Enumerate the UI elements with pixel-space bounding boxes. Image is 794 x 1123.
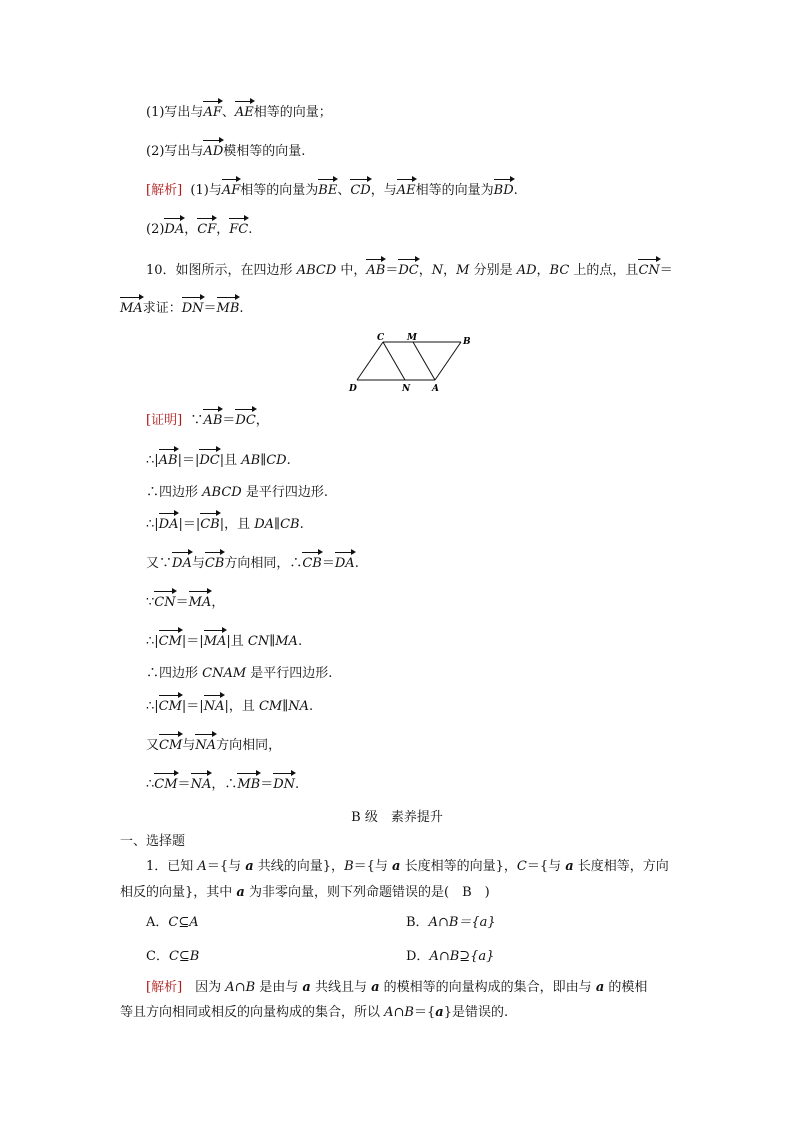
section-title: B 级 素养提升	[351, 810, 443, 825]
edge-ab	[435, 342, 461, 380]
proof-line-9: ∴|CM|＝|NA|，且 CM∥NA.	[146, 699, 314, 714]
answer: B	[462, 885, 472, 900]
label-d: D	[349, 384, 357, 394]
q9-part2: (2)写出与AD模相等的向量.	[146, 144, 306, 159]
proof-line-4: ∴|DA|＝|CB|，且 DA∥CB.	[146, 517, 304, 532]
label-a: A	[432, 384, 439, 394]
edge-dc	[357, 342, 383, 380]
parallelogram-figure	[345, 330, 475, 396]
q1-statement-2: 相反的向量}，其中 a 为非零向量，则下列命题错误的是( B )	[120, 885, 490, 900]
q9-solution-2: (2)DA，CF，FC.	[146, 222, 253, 237]
edge-cn	[383, 342, 405, 380]
proof-line-1: [证明] ∵AB＝DC，	[146, 413, 269, 428]
proof-line-6: ∵CN＝MA，	[146, 595, 225, 610]
solution-label: [解析]	[146, 980, 183, 995]
q1-solution-1: [解析] 因为 A∩B 是由与 a 共线且与 a 的模相等的向量构成的集合，即由与 a 的模相	[146, 980, 648, 995]
label-b: B	[463, 337, 471, 347]
proof-line-3: ∴四边形 ABCD 是平行四边形.	[146, 485, 328, 500]
q1-solution-2: 等且方向相同或相反的向量构成的集合，所以 A∩B＝{a}是错误的.	[120, 1005, 509, 1020]
q9-part1: (1)写出与AF、AE相等的向量；	[146, 105, 332, 120]
proof-line-8: ∴四边形 CNAM 是平行四边形.	[146, 666, 333, 681]
q1-option-b[interactable]: B．A∩B＝{a}	[406, 915, 496, 930]
label-n: N	[402, 384, 411, 394]
proof-line-5: 又∵DA与CB方向相同，∴CB＝DA.	[146, 556, 359, 571]
q1-option-d[interactable]: D．A∩B⊇{a}	[406, 949, 495, 964]
proof-line-11: ∴CM＝NA，∴MB＝DN.	[146, 777, 300, 792]
proof-line-10: 又CM与NA方向相同，	[146, 738, 282, 753]
q1-option-a[interactable]: A．C⊆A	[146, 915, 199, 930]
q1-option-c[interactable]: C．C⊆B	[146, 949, 200, 964]
q9-solution-1: [解析] (1)与AF相等的向量为BE、CD，与AE相等的向量为BD.	[146, 183, 518, 198]
edge-ma	[413, 342, 435, 380]
q10-statement-2: MA求证：DN＝MB.	[120, 301, 244, 316]
q1-statement-1: 1．已知 A＝{与 a 共线的向量}，B＝{与 a 长度相等的向量}，C＝{与 a 长度相等，方向	[146, 859, 669, 874]
label-m: M	[407, 333, 417, 343]
proof-line-2: ∴|AB|＝|DC|且 AB∥CD.	[146, 453, 291, 468]
q10-statement-1: 10．如图所示，在四边形 ABCD 中，AB＝DC，N，M 分别是 AD，BC 上的点，且CN＝	[146, 263, 673, 278]
proof-line-7: ∴|CM|＝|MA|且 CN∥MA.	[146, 634, 303, 649]
section-subtitle: 一、选择题	[120, 834, 186, 849]
solution-label: [解析]	[146, 183, 183, 198]
proof-label: [证明]	[146, 413, 183, 428]
label-c: C	[377, 333, 385, 343]
